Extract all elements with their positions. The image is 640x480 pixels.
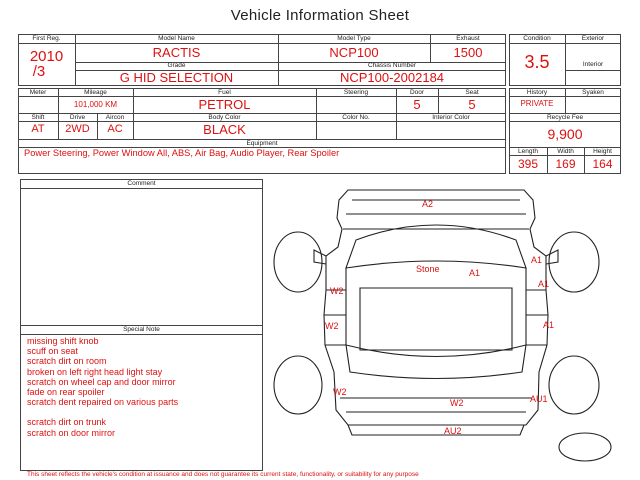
mark-right-rear-door: A1 (543, 320, 555, 330)
mileage-label: Mileage (84, 89, 107, 96)
note-line: broken on left right head light stay (27, 366, 163, 377)
mark-left-rear: W2 (333, 387, 347, 397)
fuel-value: PETROL (198, 97, 251, 112)
first-reg-year: 2010 (29, 48, 64, 65)
width-value: 169 (555, 157, 576, 171)
color-no-label: Color No. (342, 114, 370, 121)
mark-hood: A1 (469, 268, 481, 278)
history-value: PRIVATE (520, 99, 554, 108)
special-note-list (27, 336, 262, 438)
note-line: scratch on door mirror (27, 427, 116, 438)
first-reg-label: First Reg. (32, 35, 61, 42)
body-color-label: Body Color (208, 114, 241, 121)
rear-left-wheel (274, 356, 322, 414)
spare-wheel (559, 433, 611, 461)
height-value: 164 (592, 157, 613, 171)
model-type-label: Model Type (337, 35, 371, 42)
car-damage-diagram (270, 180, 620, 472)
syaken-label: Syaken (582, 89, 604, 96)
mark-front: A2 (422, 199, 434, 209)
shift-label: Shift (31, 114, 45, 121)
mark-right-fender: A1 (531, 255, 543, 265)
note-line (27, 407, 262, 417)
disclaimer-footer: This sheet reflects the vehicle's condition at issuance and does not guarantee its current state, functionality, or suitability for any purpose (27, 471, 419, 478)
door-value: 5 (413, 97, 421, 112)
first-reg-month: /3 (32, 63, 46, 80)
rear-right-wheel (549, 356, 599, 414)
door-label: Door (409, 89, 425, 96)
history-label: History (526, 89, 548, 96)
model-type: NCP100 (329, 45, 379, 60)
shift-value: AT (31, 123, 45, 135)
body-color-value: BLACK (203, 122, 246, 137)
mark-right-rear-quarter: AU1 (530, 394, 548, 404)
comment-label: Comment (127, 180, 156, 187)
exhaust-value: 1500 (453, 45, 483, 60)
condition-label: Condition (523, 35, 551, 42)
chassis-number: NCP100-2002184 (339, 70, 445, 85)
steering-label: Steering (343, 89, 369, 96)
mileage-value: 101,000 KM (73, 100, 118, 109)
meter-label: Meter (29, 89, 47, 96)
seat-value: 5 (468, 97, 476, 112)
grade-label: Grade (167, 62, 186, 69)
condition-score: 3.5 (524, 52, 550, 72)
recycle-fee-value: 9,900 (547, 126, 583, 142)
seat-label: Seat (465, 89, 479, 96)
aircon-value: AC (107, 123, 123, 135)
note-line: scratch dirt on trunk (27, 417, 107, 428)
note-line: scratch on wheel cap and door mirror (27, 376, 176, 387)
interior-label: Interior (582, 61, 604, 68)
mark-right-front-door: A1 (538, 279, 550, 289)
mark-left-front-door: W2 (325, 321, 339, 331)
equipment-label: Equipment (246, 140, 278, 147)
note-line: missing shift knob (27, 336, 99, 346)
model-name: RACTIS (152, 45, 201, 60)
sheet-title: Vehicle Information Sheet (230, 7, 410, 24)
aircon-label: Aircon (105, 114, 125, 121)
recycle-fee-label: Recycle Fee (546, 114, 584, 121)
grade-value: G HID SELECTION (119, 70, 234, 85)
height-label: Height (593, 148, 612, 155)
note-line: scratch dirt on room (27, 356, 107, 367)
equipment-text: Power Steering, Power Window All, ABS, Air Bag, Audio Player, Rear Spoiler (24, 148, 340, 158)
special-note-label: Special Note (123, 326, 160, 333)
length-label: Length (518, 148, 538, 155)
length-value: 395 (517, 157, 539, 171)
chassis-label: Chassis Number (367, 62, 417, 69)
drive-value: 2WD (65, 123, 90, 135)
mark-stone: Stone (416, 264, 440, 274)
mark-rear-bumper: AU2 (444, 426, 462, 436)
width-label: Width (557, 148, 574, 155)
exhaust-label: Exhaust (456, 35, 480, 42)
note-line: scuff on seat (27, 346, 78, 357)
mark-rear-panel: W2 (450, 398, 464, 408)
note-line: scratch dent repaired on various parts (27, 397, 179, 408)
model-name-label: Model Name (158, 35, 195, 42)
mark-left-fender: W2 (330, 286, 344, 296)
exterior-label: Exterior (581, 35, 605, 42)
interior-color-label: Interior Color (432, 114, 470, 121)
drive-label: Drive (69, 114, 86, 121)
note-line: fade on rear spoiler (27, 387, 105, 398)
fuel-label: Fuel (218, 89, 231, 96)
